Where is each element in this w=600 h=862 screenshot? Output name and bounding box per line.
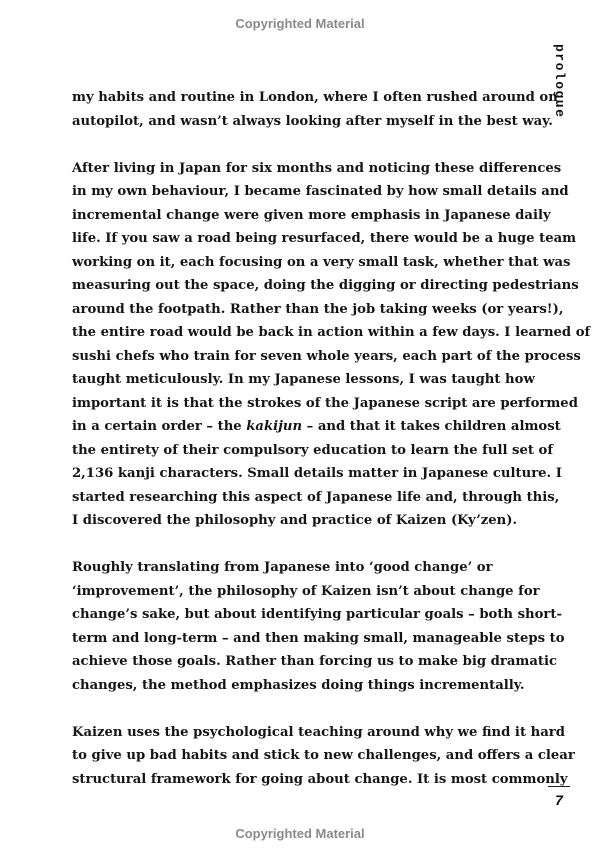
paragraph-2 bbox=[72, 157, 591, 533]
text-line: to give up bad habits and stick to new challenges, and offers a clear bbox=[72, 748, 575, 763]
text-segment: in a certain order – the bbox=[72, 419, 247, 434]
text-line: I discovered the philosophy and practice of Kaizen (Ky’zen). bbox=[72, 513, 518, 528]
paragraph-3 bbox=[72, 556, 565, 697]
text-line: the entirety of their compulsory education to learn the full set of bbox=[72, 442, 554, 458]
text-line: life. If you saw a road being resurfaced, there would be a huge team bbox=[72, 231, 577, 246]
text-line: structural framework for going about change. It is most commonly bbox=[72, 771, 568, 787]
text-line: achieve those goals. Rather than forcing us to make big dramatic bbox=[72, 654, 558, 669]
copyright-watermark-top: Copyrighted Material bbox=[235, 16, 365, 31]
text-line: term and long-term – and then making small, manageable steps to bbox=[72, 630, 565, 646]
text-segment: – and that it takes children almost bbox=[302, 419, 561, 434]
page-body-text bbox=[72, 86, 591, 791]
text-line: After living in Japan for six months and noticing these differences bbox=[72, 160, 562, 176]
text-line: sushi chefs who train for seven whole years, each part of the process bbox=[72, 348, 581, 364]
text-line: in my own behaviour, I became fascinated by how small details and bbox=[72, 184, 569, 199]
copyright-watermark-bottom: Copyrighted Material bbox=[235, 826, 365, 841]
italic-term-kakijun: kakijun bbox=[246, 419, 303, 434]
text-line: important it is that the strokes of the Japanese script are performed bbox=[72, 395, 578, 411]
text-line-with-italic bbox=[72, 415, 561, 439]
text-line: working on it, each focusing on a very small task, whether that was bbox=[72, 254, 571, 270]
text-line: started researching this aspect of Japanese life and, through this, bbox=[72, 489, 560, 505]
text-line: my habits and routine in London, where I often rushed around on bbox=[72, 90, 558, 105]
text-line: measuring out the space, doing the digging or directing pedestrians bbox=[72, 278, 579, 293]
paragraph-4 bbox=[72, 721, 575, 792]
text-line: ‘improvement’, the philosophy of Kaizen isn’t about change for bbox=[72, 583, 540, 599]
text-line: changes, the method emphasizes doing things incrementally. bbox=[72, 677, 525, 693]
text-line: Roughly translating from Japanese into ‘good change’ or bbox=[72, 560, 493, 575]
text-line: taught meticulously. In my Japanese lessons, I was taught how bbox=[72, 372, 535, 387]
text-line: Kaizen uses the psychological teaching around why we find it hard bbox=[72, 724, 565, 740]
text-line: the entire road would be back in action within a few days. I learned of bbox=[72, 325, 591, 340]
text-line: incremental change were given more emphasis in Japanese daily bbox=[72, 207, 551, 223]
page-number: 7 bbox=[555, 792, 563, 808]
text-line: around the footpath. Rather than the job taking weeks (or years!), bbox=[72, 301, 564, 317]
running-head-chapter-title: prologue bbox=[552, 44, 567, 119]
page-number-rule bbox=[548, 786, 570, 787]
text-line: 2,136 kanji characters. Small details matter in Japanese culture. I bbox=[72, 466, 562, 481]
paragraph-1 bbox=[72, 86, 558, 133]
text-line: autopilot, and wasn’t always looking after myself in the best way. bbox=[72, 113, 553, 129]
text-line: change’s sake, but about identifying particular goals – both short- bbox=[72, 607, 562, 622]
